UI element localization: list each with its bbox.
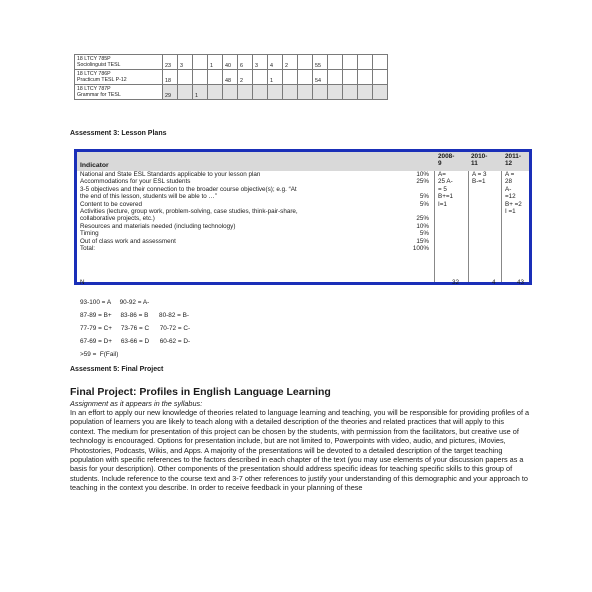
indicator-rows xyxy=(80,171,410,252)
course-name-cell: 18 LTCY 786P Practicum TESL P-12 xyxy=(75,70,163,85)
indicator-row-weight: 5% xyxy=(419,230,429,238)
grade-distribution-entry: A- xyxy=(505,185,512,193)
table-cell: 3 xyxy=(178,55,193,70)
table-cell xyxy=(373,70,388,85)
course-enrollment-table xyxy=(74,54,388,100)
course-name-cell: 18 LTCY 787P Grammar for TESL xyxy=(75,85,163,100)
course-name-cell: 18 LTCY 785P Sociolinguist TESL xyxy=(75,55,163,70)
table-row xyxy=(75,70,388,85)
table-cell: 1 xyxy=(268,70,283,85)
indicator-row-label: National and State ESL Standards applicable to your lesson plan xyxy=(80,171,261,178)
n-value-2011: 43 xyxy=(517,279,525,286)
indicator-row-label: Activities (lecture, group work, problem-solving, case studies, think-pair-share, xyxy=(80,208,298,216)
table-cell xyxy=(283,70,298,85)
indicator-row-label: Total: xyxy=(80,245,96,253)
indicator-row-weight: 25% xyxy=(416,178,429,186)
n-value-2010: 4 xyxy=(492,279,496,286)
column-divider xyxy=(501,171,502,282)
table-cell: 23 xyxy=(163,55,178,70)
year-header-2010: 2010- 11 xyxy=(471,153,488,167)
grade-distribution-entry: B-=1 xyxy=(472,178,486,186)
grading-scale-row: 67-69 = D+ 63-66 = D 60-62 = D- xyxy=(80,338,191,345)
assessment3-heading: Assessment 3: Lesson Plans xyxy=(70,130,167,137)
grading-scale xyxy=(80,296,190,361)
grade-distribution-entry: A= xyxy=(438,171,446,178)
table-cell xyxy=(238,85,253,100)
table-cell: 54 xyxy=(313,70,328,85)
final-project-description: In an effort to apply our new knowledge of theories related to language learning and teaching, you will be responsible for providing profiles of a population of learners you are likely to teach along with a detailed description of the theories and related practices that will apply to this context. The medium for presentation of this project can be chosen by the students, with permission from the facilitators, but creative use of technology is encouraged. Options for presentation include, but are not limited to, Powerpoints with video, audio, and pictures, iMovies, Photostories, Podcasts, Wikis, and Apps. A majority of the presentations will be devoted to a detailed description of the target teaching population with specific references to the factors described in each chapter of the text (you may use elements of your discussion papers as a basis for your description). Other components of the presentation should address specific ideas for teaching specific skills to this group of students. Include reference to the course text and 3-7 other references to justify your understanding of this demographic and your approach to teaching in the context you describe. In order to receive feedback in your planning of these xyxy=(70,408,530,493)
table-cell xyxy=(208,85,223,100)
table-cell: 1 xyxy=(193,85,208,100)
indicator-row-weight: 10% xyxy=(416,222,429,230)
indicator-row-weight: 5% xyxy=(419,193,429,201)
table-cell xyxy=(268,85,283,100)
grade-distribution-entry: = 5 xyxy=(438,185,447,193)
table-cell: 3 xyxy=(253,55,268,70)
table-cell xyxy=(223,85,238,100)
indicator-row-weight: 10% xyxy=(416,171,429,178)
table-cell xyxy=(193,55,208,70)
grade-distribution-entry: =12 xyxy=(505,193,516,201)
table-cell xyxy=(283,85,298,100)
indicator-row-label: Content to be covered xyxy=(80,200,142,208)
indicator-row-label: Out of class work and assessment xyxy=(80,237,176,245)
grades-2008 xyxy=(438,171,453,208)
column-divider xyxy=(434,171,435,282)
lesson-plan-indicator-table xyxy=(74,149,532,285)
table-cell xyxy=(373,85,388,100)
table-cell xyxy=(253,85,268,100)
indicator-row-weight xyxy=(397,186,429,193)
grades-2011 xyxy=(505,171,522,215)
table-cell xyxy=(208,70,223,85)
indicator-weights xyxy=(397,171,429,252)
table-cell: 4 xyxy=(268,55,283,70)
indicator-row-weight xyxy=(397,208,429,215)
column-divider xyxy=(468,171,469,282)
table-cell: 2 xyxy=(238,70,253,85)
table-cell xyxy=(343,70,358,85)
table-row xyxy=(75,55,388,70)
table-cell xyxy=(358,55,373,70)
n-label: N xyxy=(80,279,85,286)
grade-distribution-entry: I =1 xyxy=(505,208,516,216)
grades-2010 xyxy=(472,171,487,186)
indicator-row-weight: 100% xyxy=(412,245,429,253)
grade-distribution-entry: I=1 xyxy=(438,200,447,208)
table-cell xyxy=(298,55,313,70)
table-cell xyxy=(178,85,193,100)
table-cell xyxy=(313,85,328,100)
table-cell xyxy=(358,70,373,85)
grade-distribution-entry: 25 A- xyxy=(438,178,453,186)
indicator-row-label: Accommodations for your ESL students xyxy=(80,178,191,186)
table-cell xyxy=(298,85,313,100)
table-cell xyxy=(253,70,268,85)
table-cell: 2 xyxy=(283,55,298,70)
table-cell xyxy=(328,70,343,85)
grading-scale-row: >59 = F(Fail) xyxy=(80,351,119,358)
indicator-row-label: collaborative projects, etc.) xyxy=(80,215,155,223)
table-cell xyxy=(343,85,358,100)
grading-scale-row: 77-79 = C+ 73-76 = C 70-72 = C- xyxy=(80,325,191,332)
grade-distribution-entry: 28 xyxy=(505,178,513,186)
table-cell xyxy=(358,85,373,100)
table-cell: 6 xyxy=(238,55,253,70)
table-cell: 18 xyxy=(163,70,178,85)
indicator-row-label: Resources and materials needed (including technology) xyxy=(80,222,236,230)
indicator-row-label: 3-5 objectives and their connection to the broader course objective(s); e.g. “At xyxy=(80,185,297,193)
indicator-row-label: Timing xyxy=(80,230,99,238)
grade-distribution-entry: A = 3 xyxy=(472,171,487,178)
table-row xyxy=(75,85,388,100)
indicator-column-header: Indicator xyxy=(80,162,109,169)
grade-distribution-entry: B+=1 xyxy=(438,193,454,201)
year-header-2008: 2008- 9 xyxy=(438,153,455,167)
grading-scale-row: 93-100 = A 90-92 = A- xyxy=(80,299,150,306)
table-cell: 29 xyxy=(163,85,178,100)
table-cell xyxy=(328,85,343,100)
table-cell xyxy=(373,55,388,70)
indicator-row-label: the end of this lesson, students will be able to …” xyxy=(80,193,217,201)
indicator-row-weight: 25% xyxy=(416,215,429,223)
table-cell xyxy=(328,55,343,70)
year-header-2011: 2011- 12 xyxy=(505,153,521,167)
indicator-row-weight: 15% xyxy=(416,237,429,245)
grading-scale-row: 87-89 = B+ 83-86 = B 80-82 = B- xyxy=(80,312,190,319)
table-cell xyxy=(298,70,313,85)
table-cell: 40 xyxy=(223,55,238,70)
table-cell: 55 xyxy=(313,55,328,70)
table-cell: 48 xyxy=(223,70,238,85)
final-project-subtitle: Assignment as it appears in the syllabus: xyxy=(70,399,203,408)
grade-distribution-entry: A = xyxy=(505,171,515,178)
table-cell xyxy=(193,70,208,85)
final-project-title: Final Project: Profiles in English Language Learning xyxy=(70,386,331,398)
table-cell: 1 xyxy=(208,55,223,70)
indicator-row-weight: 5% xyxy=(419,200,429,208)
assessment5-heading: Assessment 5: Final Project xyxy=(70,366,164,373)
table-cell xyxy=(343,55,358,70)
grade-distribution-entry: B+ =2 xyxy=(505,200,522,208)
table-cell xyxy=(178,70,193,85)
indicator-header-band xyxy=(77,152,529,171)
n-value-2008: 32 xyxy=(452,279,460,286)
